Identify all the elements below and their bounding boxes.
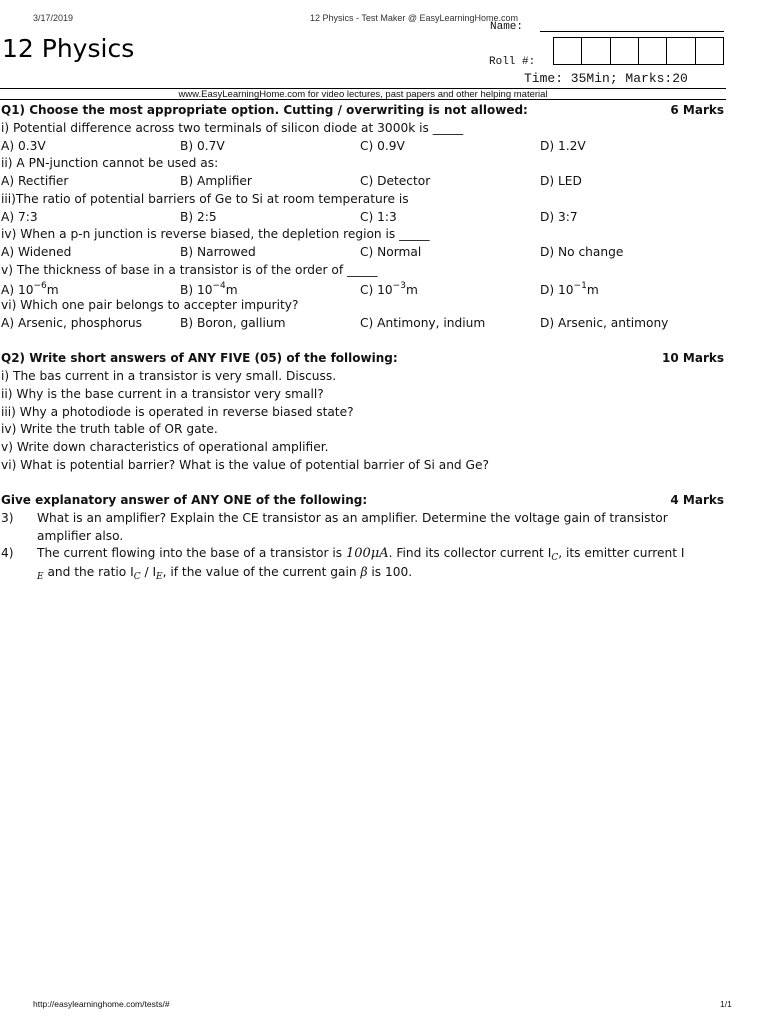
q1-question: v) The thickness of base in a transistor is of the order of _____ <box>1 263 378 277</box>
name-label: Name: <box>490 21 524 33</box>
q3-heading: Give explanatory answer of ANY ONE of the following: <box>1 493 368 507</box>
option-a: A) Widened <box>1 245 72 259</box>
option-b: B) Amplifier <box>180 174 252 188</box>
roll-digit-box[interactable] <box>639 38 667 64</box>
option-a: A) 7:3 <box>1 210 38 224</box>
time-marks: Time: 35Min; Marks:20 <box>524 71 688 86</box>
roll-digit-box[interactable] <box>582 38 610 64</box>
roll-digit-box[interactable] <box>696 38 723 64</box>
option-c: C) Detector <box>360 174 431 188</box>
q1-marks: 6 Marks <box>670 103 724 117</box>
q2-item: i) The bas current in a transistor is very small. Discuss. <box>1 369 337 383</box>
option-a: A) Arsenic, phosphorus <box>1 316 142 330</box>
roll-digit-box[interactable] <box>611 38 639 64</box>
option-a: A) $10^{-6}m$ <box>1 281 59 297</box>
q3-item-number: 3) <box>1 511 14 525</box>
option-c: C) Normal <box>360 245 422 259</box>
option-b: B) Narrowed <box>180 245 256 259</box>
footer-page-number: 1/1 <box>720 999 732 1009</box>
footer-url[interactable]: http://easylearninghome.com/tests/# <box>33 999 170 1009</box>
q2-item: v) Write down characteristics of operational amplifier. <box>1 440 329 454</box>
option-b: B) $10^{-4}m$ <box>180 281 238 297</box>
q4-item-text: The current flowing into the base of a transistor is 100μA. Find its collector current $I_C$, its emitter current I <box>37 546 685 563</box>
q1-question: iii)The ratio of potential barriers of Ge to Si at room temperature is <box>1 192 409 206</box>
q2-marks: 10 Marks <box>662 351 724 365</box>
q3-item-text: What is an amplifier? Explain the CE transistor as an amplifier. Determine the voltage gain of transistor <box>37 511 668 525</box>
option-d: D) LED <box>540 174 582 188</box>
option-c: C) 0.9V <box>360 139 405 153</box>
print-date: 3/17/2019 <box>33 13 74 23</box>
q4-item-text-cont: $_E$ and the ratio $I_C / I_E$, if the value of the current gain β is 100. <box>37 565 413 582</box>
q1-heading: Q1) Choose the most appropriate option. Cutting / overwriting is not allowed: <box>1 103 528 117</box>
option-c: C) 1:3 <box>360 210 397 224</box>
q2-item: vi) What is potential barrier? What is the value of potential barrier of Si and Ge? <box>1 458 489 472</box>
option-d: D) Arsenic, antimony <box>540 316 669 330</box>
q3-marks: 4 Marks <box>670 493 724 507</box>
q2-item: iii) Why a photodiode is operated in reverse biased state? <box>1 405 354 419</box>
roll-digit-box[interactable] <box>667 38 695 64</box>
q1-question: iv) When a p-n junction is reverse biased, the depletion region is _____ <box>1 227 430 241</box>
option-c: C) Antimony, indium <box>360 316 486 330</box>
q1-question: vi) Which one pair belongs to accepter impurity? <box>1 298 299 312</box>
paper-title: 12 Physics <box>2 34 135 63</box>
roll-digit-box[interactable] <box>554 38 582 64</box>
print-page-title: 12 Physics - Test Maker @ EasyLearningHome.com <box>310 13 519 23</box>
option-d: D) 1.2V <box>540 139 586 153</box>
option-b: B) 2:5 <box>180 210 217 224</box>
option-d: D) $10^{-1}m$ <box>540 281 599 297</box>
option-b: B) Boron, gallium <box>180 316 286 330</box>
q2-heading: Q2) Write short answers of ANY FIVE (05) of the following: <box>1 351 398 365</box>
option-d: D) No change <box>540 245 624 259</box>
option-c: C) $10^{-3}m$ <box>360 281 418 297</box>
q1-question: ii) A PN-junction cannot be used as: <box>1 156 219 170</box>
name-field[interactable] <box>540 31 724 32</box>
option-a: A) Rectifier <box>1 174 69 188</box>
q3-item-text-cont: amplifier also. <box>37 529 124 543</box>
option-a: A) 0.3V <box>1 139 46 153</box>
q4-item-number: 4) <box>1 546 14 560</box>
q2-item: ii) Why is the base current in a transistor very small? <box>1 387 324 401</box>
site-strip: www.EasyLearningHome.com for video lectures, past papers and other helping material <box>0 88 726 100</box>
roll-number-boxes[interactable] <box>553 37 724 65</box>
roll-label: Roll #: <box>489 56 536 68</box>
q2-item: iv) Write the truth table of OR gate. <box>1 422 218 436</box>
option-b: B) 0.7V <box>180 139 225 153</box>
option-d: D) 3:7 <box>540 210 578 224</box>
q1-question: i) Potential difference across two terminals of silicon diode at 3000k is _____ <box>1 121 464 135</box>
